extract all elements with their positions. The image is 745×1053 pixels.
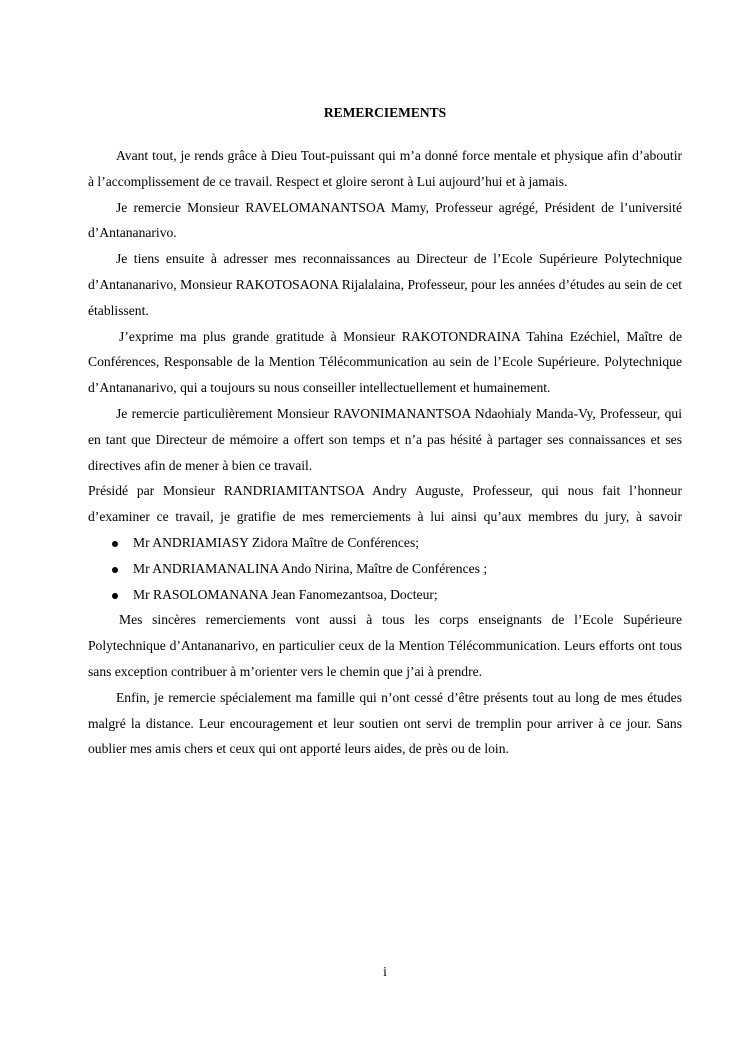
paragraph-directeur-ecole: Je tiens ensuite à adresser mes reconnaissances au Directeur de l’Ecole Supérieure Polytechnique d’Antananarivo, Monsieur RAKOTOSAONA Rijalalaina, Professeur, pour les années d’études au sein de cet établissent. (88, 251, 682, 318)
paragraph-intro: Avant tout, je rends grâce à Dieu Tout-puissant qui m’a donné force mentale et physique afin d’aboutir à l’accomplissement de ce travail. Respect et gloire seront à Lui aujourd’hui et à jamais. (88, 148, 682, 189)
list-item (88, 530, 682, 556)
bullet-icon (112, 541, 118, 547)
paragraph-directeur-memoire: Je remercie particulièrement Monsieur RAVONIMANANTSOA Ndaohialy Manda-Vy, Professeur, qui en tant que Directeur de mémoire a offert son temps et n’a pas hésité à partager ses connaissances et ses directives afin de mener à bien ce travail. (88, 405, 682, 473)
jury-member: Mr RASOLOMANANA Jean Fanomezantsoa, Docteur; (133, 586, 438, 602)
jury-member: Mr ANDRIAMIASY Zidora Maître de Conférences; (133, 534, 420, 550)
page-title: REMERCIEMENTS (323, 105, 447, 120)
page-number: i (383, 964, 387, 979)
jury-member: Mr ANDRIAMANALINA Ando Nirina, Maître de Conférences ; (133, 560, 488, 576)
paragraph-enseignants: Mes sincères remerciements vont aussi à tous les corps enseignants de l’Ecole Supérieure Polytechnique d’Antananarivo, en particulier ceux de la Mention Télécommunication. Leurs efforts ont tous sans exception contribuer à m’orienter vers le chemin que j’ai à prendre. (88, 612, 682, 679)
bullet-icon (112, 567, 118, 573)
jury-list (88, 530, 682, 607)
list-item (88, 582, 682, 608)
paragraph-jury-intro: Présidé par Monsieur RANDRIAMITANTSOA Andry Auguste, Professeur, qui nous fait l’honneur d’examiner ce travail, je gratifie de mes remerciements à lui ainsi qu’aux membres du jury, à savoir (88, 483, 682, 525)
page-body (88, 143, 682, 762)
bullet-icon (112, 593, 118, 599)
list-item (88, 556, 682, 582)
paragraph-famille: Enfin, je remercie spécialement ma famille qui n’ont cessé d’être présents tout au long de mes études malgré la distance. Leur encouragement et leur soutien ont servi de tremplin pour arriver à ce jour. Sans oublier mes amis chers et ceux qui ont apporté leurs aides, de près ou de loin. (88, 689, 682, 757)
paragraph-president-universite: Je remercie Monsieur RAVELOMANANTSOA Mamy, Professeur agrégé, Président de l’université d’Antananarivo. (88, 199, 682, 241)
paragraph-responsable-mention: J’exprime ma plus grande gratitude à Monsieur RAKOTONDRAINA Tahina Ezéchiel, Maître de Conférences, Responsable de la Mention Télécommunication au sein de l’Ecole Supérieure. Polytechnique d’Antananarivo, qui a toujours su nous conseiller intellectuellement et humainement. (88, 328, 682, 396)
